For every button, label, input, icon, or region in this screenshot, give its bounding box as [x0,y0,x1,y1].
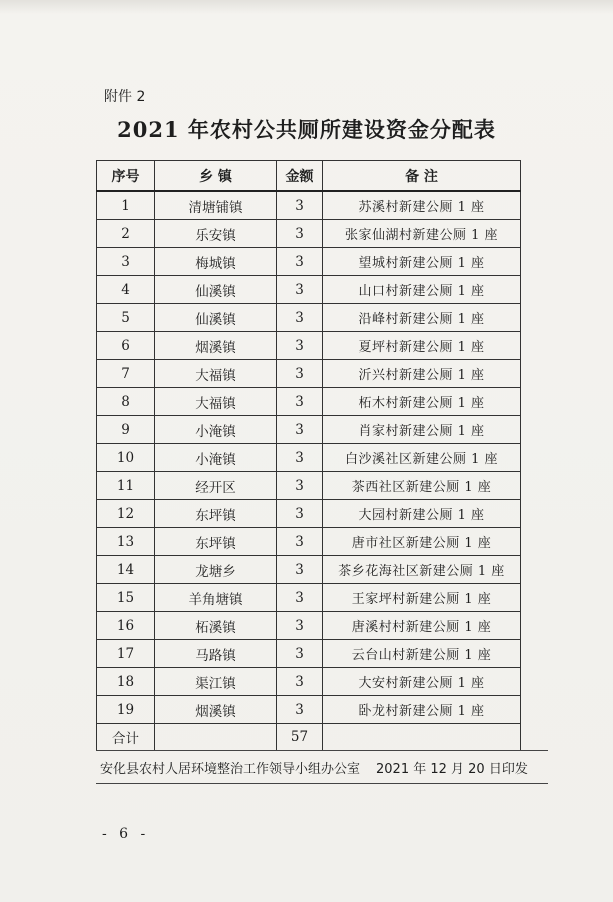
row-amount: 3 [277,360,323,388]
row-number: 14 [97,556,155,584]
total-label: 合计 [97,724,155,751]
row-amount: 3 [277,388,323,416]
row-note: 白沙溪社区新建公厕 1 座 [323,444,521,472]
page-number: - 6 - [102,826,150,842]
total-town-blank [155,724,277,751]
table-row [97,416,521,444]
row-note: 卧龙村新建公厕 1 座 [323,696,521,724]
row-note: 云台山村新建公厕 1 座 [323,640,521,668]
row-note: 沿峰村新建公厕 1 座 [323,304,521,332]
row-number: 9 [97,416,155,444]
row-town: 东坪镇 [155,500,277,528]
row-note: 王家坪村新建公厕 1 座 [323,584,521,612]
row-town: 经开区 [155,472,277,500]
row-amount: 3 [277,668,323,696]
row-number: 17 [97,640,155,668]
table-row [97,276,521,304]
row-amount: 3 [277,472,323,500]
table-row [97,360,521,388]
total-row [97,724,521,751]
allocation-table [96,160,521,751]
row-amount: 3 [277,444,323,472]
table-row [97,444,521,472]
total-note-blank [323,724,521,751]
row-amount: 3 [277,332,323,360]
table-row [97,612,521,640]
table-row [97,668,521,696]
header-note: 备 注 [323,161,521,192]
row-town: 仙溪镇 [155,276,277,304]
table-header-row [97,161,521,192]
table-row [97,332,521,360]
row-town: 大福镇 [155,388,277,416]
table-row [97,640,521,668]
row-town: 仙溪镇 [155,304,277,332]
row-number: 7 [97,360,155,388]
row-town: 小淹镇 [155,444,277,472]
row-amount: 3 [277,416,323,444]
row-note: 大园村新建公厕 1 座 [323,500,521,528]
footer-bottom-rule [96,783,548,784]
row-number: 19 [97,696,155,724]
table-row [97,556,521,584]
row-number: 8 [97,388,155,416]
row-number: 1 [97,191,155,220]
row-number: 12 [97,500,155,528]
row-number: 2 [97,220,155,248]
row-town: 龙塘乡 [155,556,277,584]
row-amount: 3 [277,500,323,528]
footer-top-rule [96,750,548,751]
table-row [97,584,521,612]
table-row [97,696,521,724]
row-number: 13 [97,528,155,556]
row-number: 16 [97,612,155,640]
table-row [97,248,521,276]
row-amount: 3 [277,220,323,248]
row-number: 18 [97,668,155,696]
row-note: 肖家村新建公厕 1 座 [323,416,521,444]
row-town: 马路镇 [155,640,277,668]
row-note: 沂兴村新建公厕 1 座 [323,360,521,388]
table-row [97,500,521,528]
table-row [97,220,521,248]
row-number: 15 [97,584,155,612]
row-town: 东坪镇 [155,528,277,556]
row-town: 羊角塘镇 [155,584,277,612]
row-number: 3 [97,248,155,276]
header-amount: 金额 [277,161,323,192]
row-town: 乐安镇 [155,220,277,248]
row-note: 茶西社区新建公厕 1 座 [323,472,521,500]
row-note: 唐溪村村新建公厕 1 座 [323,612,521,640]
row-note: 夏坪村新建公厕 1 座 [323,332,521,360]
row-town: 梅城镇 [155,248,277,276]
attachment-label: 附件 2 [104,89,146,105]
table-row [97,528,521,556]
row-amount: 3 [277,584,323,612]
row-number: 10 [97,444,155,472]
row-note: 张家仙湖村新建公厕 1 座 [323,220,521,248]
issuer-office: 安化县农村人居环境整治工作领导小组办公室 [100,762,361,777]
page-top-edge [0,0,613,14]
row-amount: 3 [277,276,323,304]
row-note: 山口村新建公厕 1 座 [323,276,521,304]
row-town: 烟溪镇 [155,696,277,724]
row-amount: 3 [277,248,323,276]
header-number: 序号 [97,161,155,192]
row-town: 小淹镇 [155,416,277,444]
row-town: 柘溪镇 [155,612,277,640]
row-amount: 3 [277,556,323,584]
row-town: 清塘铺镇 [155,191,277,220]
total-amount: 57 [277,724,323,751]
row-amount: 3 [277,612,323,640]
row-note: 茶乡花海社区新建公厕 1 座 [323,556,521,584]
row-note: 柘木村新建公厕 1 座 [323,388,521,416]
row-town: 大福镇 [155,360,277,388]
table-row [97,304,521,332]
row-number: 4 [97,276,155,304]
header-town: 乡 镇 [155,161,277,192]
table-row [97,388,521,416]
table-row [97,191,521,220]
row-amount: 3 [277,304,323,332]
row-amount: 3 [277,528,323,556]
row-note: 唐市社区新建公厕 1 座 [323,528,521,556]
row-town: 烟溪镇 [155,332,277,360]
row-number: 11 [97,472,155,500]
issue-date: 2021 年 12 月 20 日印发 [376,762,528,777]
row-amount: 3 [277,640,323,668]
row-town: 渠江镇 [155,668,277,696]
row-note: 苏溪村新建公厕 1 座 [323,191,521,220]
row-number: 6 [97,332,155,360]
row-amount: 3 [277,696,323,724]
row-number: 5 [97,304,155,332]
row-note: 大安村新建公厕 1 座 [323,668,521,696]
table-row [97,472,521,500]
row-note: 望城村新建公厕 1 座 [323,248,521,276]
document-title: 2021 年农村公共厕所建设资金分配表 [117,117,496,142]
row-amount: 3 [277,191,323,220]
